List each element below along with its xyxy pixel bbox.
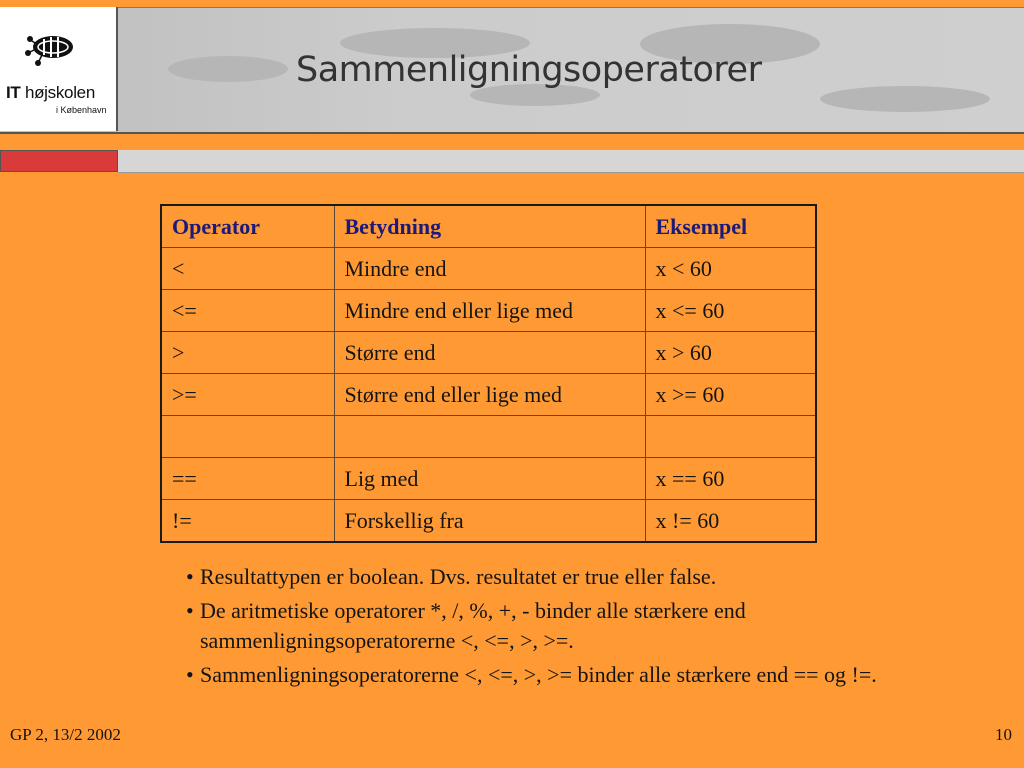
table-row [161, 458, 816, 500]
column-header: Operator [161, 205, 334, 248]
table-row [161, 290, 816, 332]
meaning-cell: Større end eller lige med [334, 374, 645, 416]
operator-cell: < [161, 248, 334, 290]
bullet-marker: • [186, 662, 194, 687]
decorative-shape [820, 86, 990, 112]
bullet-marker: • [186, 564, 194, 589]
bullet-text: Sammenligningsoperatorerne <, <=, >, >= binder alle stærkere end == og !=. [200, 662, 877, 687]
example-cell [645, 416, 816, 458]
operators-table [160, 204, 817, 543]
operator-cell: > [161, 332, 334, 374]
page-number: 10 [995, 725, 1012, 744]
operator-cell: >= [161, 374, 334, 416]
meaning-cell: Mindre end eller lige med [334, 290, 645, 332]
logo-name: IT højskolen [6, 83, 95, 102]
bullet-marker: • [186, 598, 194, 623]
bee-logo-icon [20, 27, 80, 71]
slide-title: Sammenligningsoperatorer [296, 50, 762, 90]
bullet-item [186, 562, 986, 592]
logo-subtitle: i København [56, 105, 107, 115]
decorative-shape [168, 56, 288, 82]
table-row-empty [161, 416, 816, 458]
table-row [161, 248, 816, 290]
meaning-cell: Mindre end [334, 248, 645, 290]
operator-cell [161, 416, 334, 458]
bullet-text: Resultattypen er boolean. Dvs. resultatet er true eller false. [200, 564, 717, 589]
bullet-list [186, 562, 986, 694]
logo [0, 7, 118, 131]
operator-cell: == [161, 458, 334, 500]
accent-block [0, 150, 118, 172]
example-cell: x == 60 [645, 458, 816, 500]
meaning-cell: Forskellig fra [334, 500, 645, 543]
meaning-cell: Lig med [334, 458, 645, 500]
slide-header [0, 0, 1024, 176]
header-thin-band [118, 150, 1024, 173]
meaning-cell [334, 416, 645, 458]
bullet-text: De aritmetiske operatorer *, /, %, +, - binder alle stærkere end sammenligningsoperatorerne <, <=, >, >=. [200, 598, 746, 653]
table-row [161, 332, 816, 374]
operator-cell: != [161, 500, 334, 543]
table-header-row [161, 205, 816, 248]
bullet-item [186, 596, 986, 656]
table-row [161, 500, 816, 543]
example-cell: x < 60 [645, 248, 816, 290]
example-cell: x <= 60 [645, 290, 816, 332]
bullet-item [186, 660, 986, 690]
example-cell: x != 60 [645, 500, 816, 543]
operator-cell: <= [161, 290, 334, 332]
example-cell: x > 60 [645, 332, 816, 374]
column-header: Eksempel [645, 205, 816, 248]
meaning-cell: Større end [334, 332, 645, 374]
footer-date: GP 2, 13/2 2002 [10, 725, 121, 744]
table-row [161, 374, 816, 416]
column-header: Betydning [334, 205, 645, 248]
example-cell: x >= 60 [645, 374, 816, 416]
